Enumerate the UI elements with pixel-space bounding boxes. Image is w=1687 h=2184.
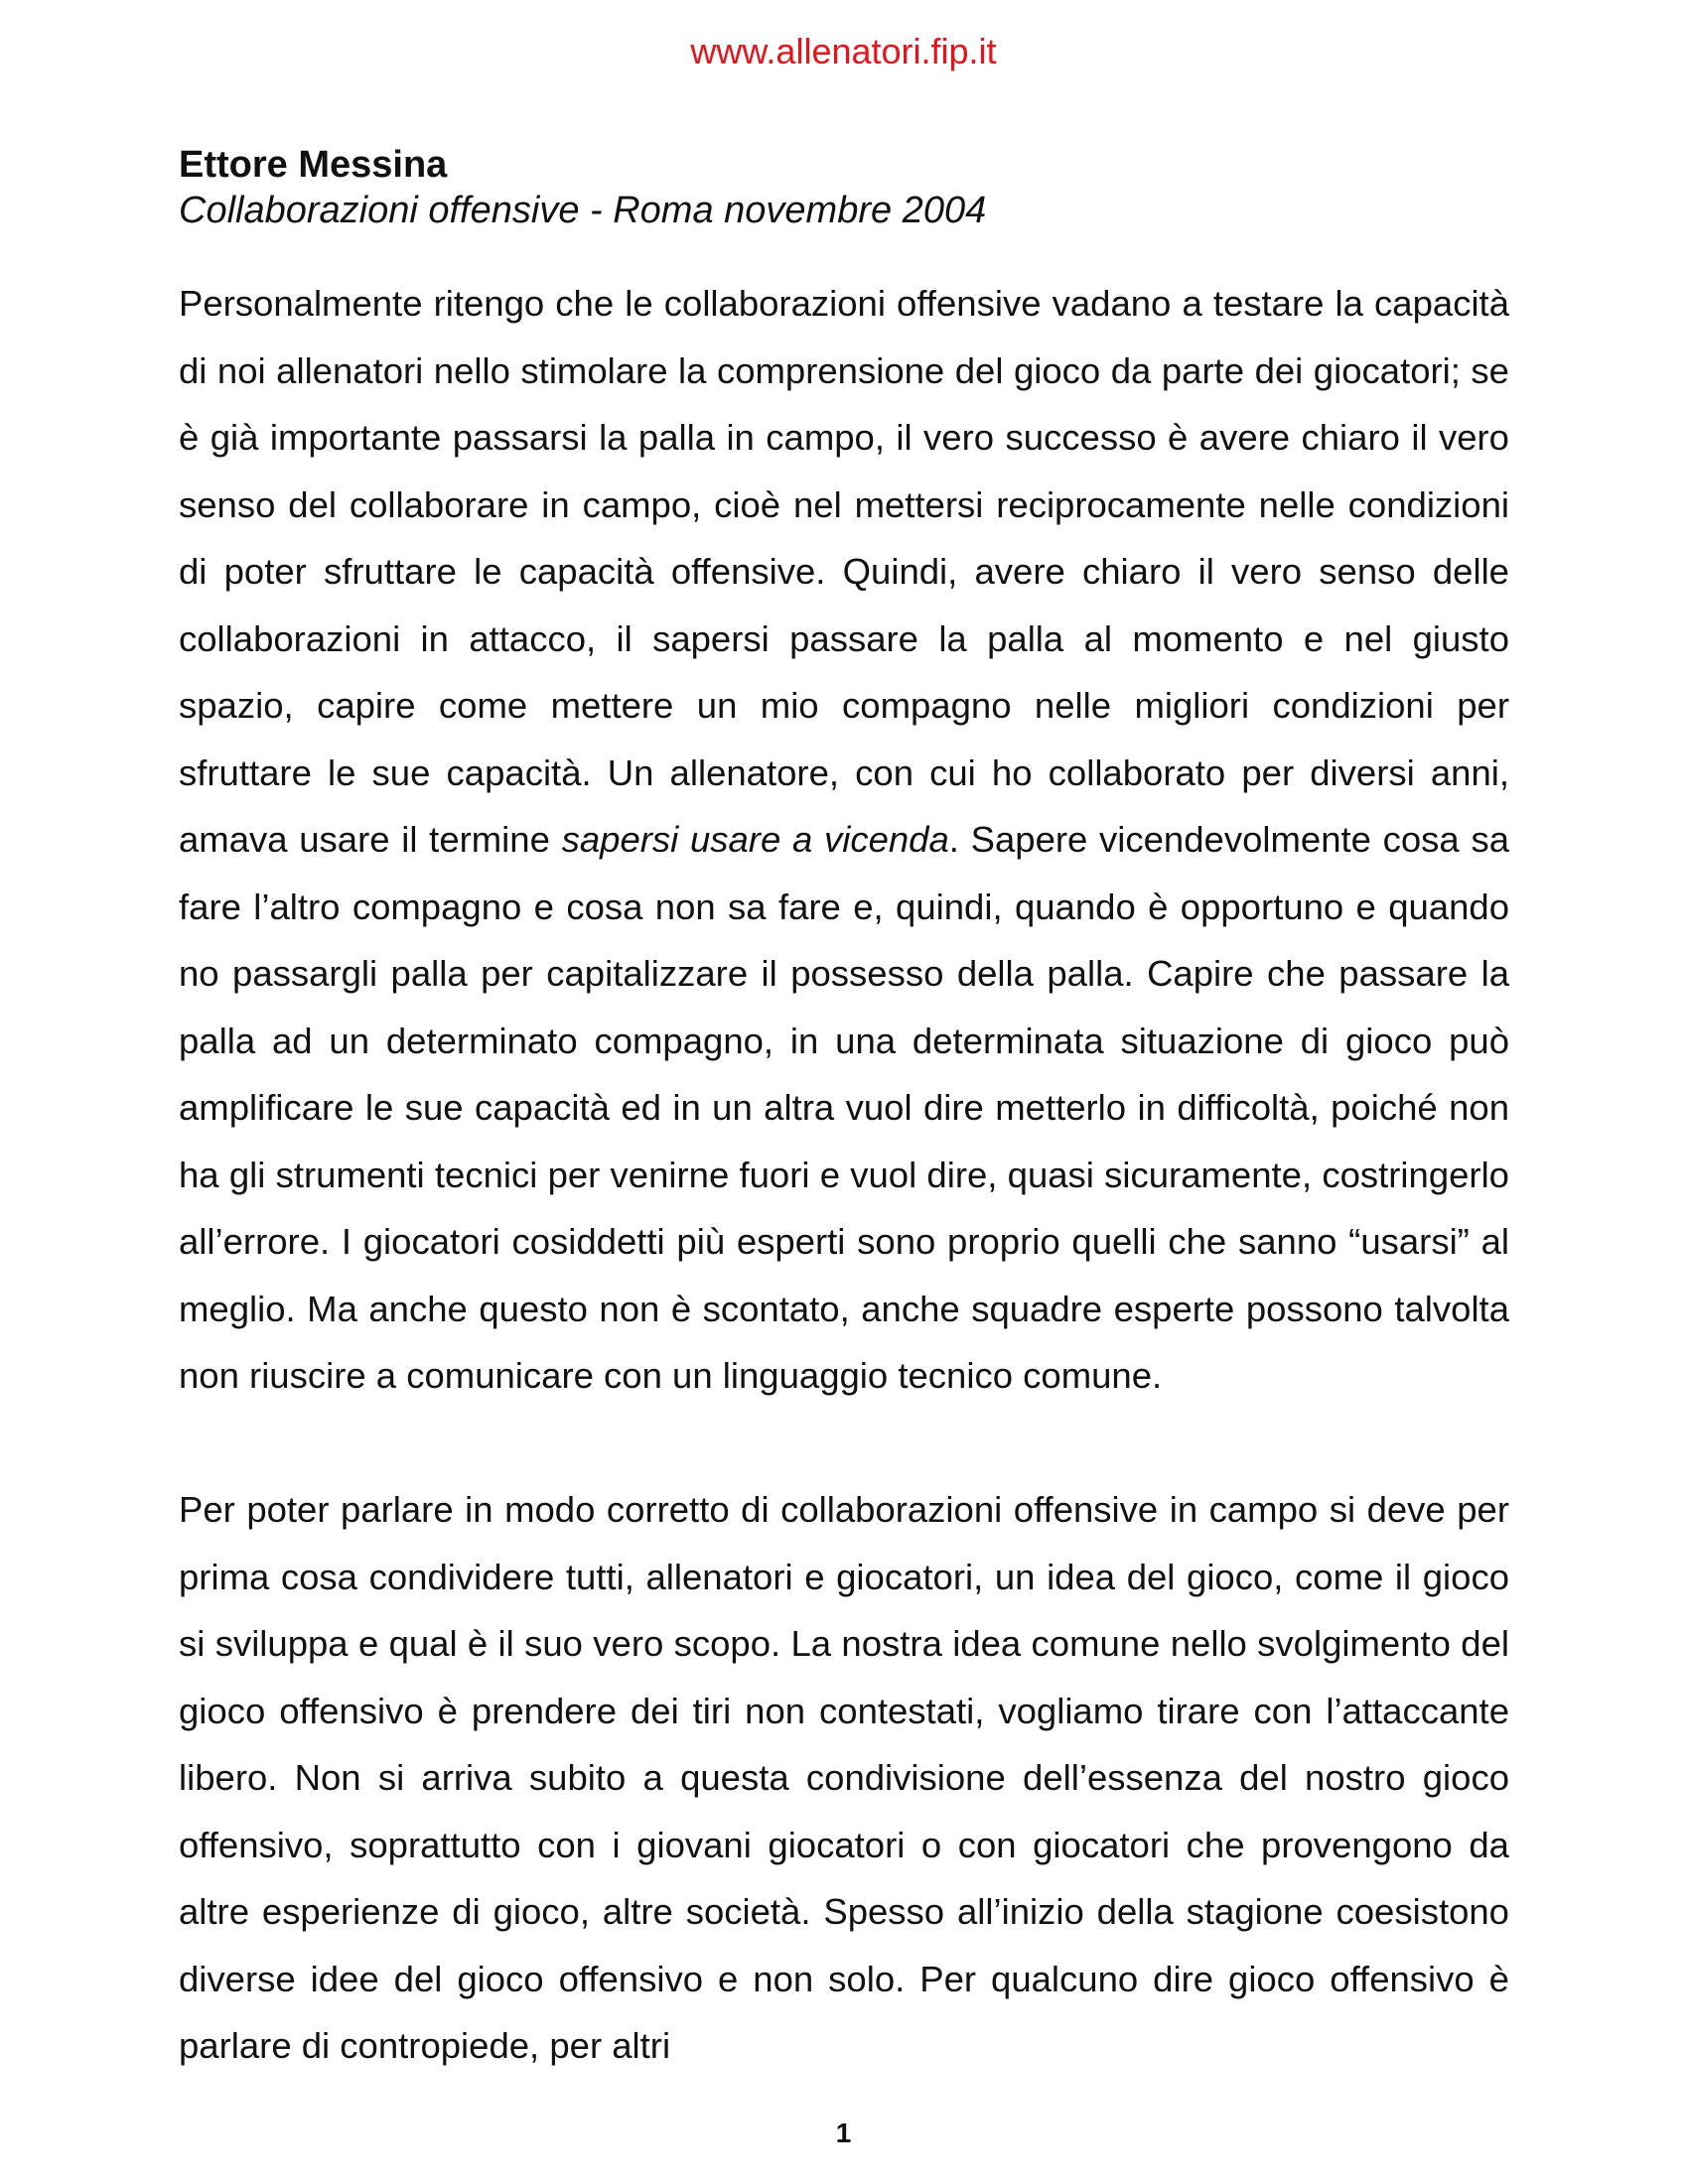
paragraph-2: Per poter parlare in modo corretto di collaborazioni offensive in campo si deve per prima cosa condividere tutti, allenatori e giocatori, un idea del gioco, come il gioco si sviluppa e qual è il suo vero scopo. La nostra idea comune nello svolgimento del gioco offensivo è prendere dei tiri non contestati, vogliamo tirare con l’attaccante libero. Non si arriva subito a questa condivisione dell’essenza del nostro gioco offensivo, soprattutto con i giovani giocatori o con giocatori che provengono da altre esperienze di gioco, altre società. Spesso all’inizio della stagione coesistono diverse idee del gioco offensivo e non solo. Per qualcuno dire gioco offensivo è parlare di contropiede, per altri [179, 1489, 1509, 2066]
paragraph-1-part-1: Personalmente ritengo che le collaborazioni offensive vadano a testare la capacità di noi allenatori nello stimolare la comprensione del gioco da parte dei giocatori; se è già importante passarsi la palla in campo, il vero successo è avere chiaro il vero senso del collaborare in campo, cioè nel mettersi reciprocamente nelle condizioni di poter sfruttare le capacità offensive. Quindi, avere chiaro il vero senso delle collaborazioni in attacco, il sapersi passare la palla al momento e nel giusto spazio, capire come mettere un mio compagno nelle migliori condizioni per sfruttare le sue capacità. Un allenatore, con cui ho collaborato per diversi anni, amava usare il termine [179, 283, 1509, 860]
paragraph-1-part-2: . Sapere vicendevolmente cosa sa fare l’altro compagno e cosa non sa fare e, quindi, quando è opportuno e quando no passargli palla per capitalizzare il possesso della palla. Capire che passare la palla ad un determinato compagno, in una determinata situazione di gioco può amplificare le sue capacità ed in un altra vuol dire metterlo in difficoltà, poiché non ha gli strumenti tecnici per venirne fuori e vuol dire, quasi sicuramente, costringerlo all’errore. I giocatori cosiddetti più esperti sono proprio quelli che sanno “usarsi” al meglio. Ma anche questo non è scontato, anche squadre esperte possono talvolta non riuscire a comunicare con un linguaggio tecnico comune. [179, 819, 1509, 1396]
site-url[interactable]: www.allenatori.fip.it [690, 31, 997, 71]
page-number: 1 [835, 2117, 852, 2148]
author-name: Ettore Messina [179, 144, 448, 186]
document-subtitle: Collaborazioni offensive - Roma novembre 2004 [179, 190, 987, 231]
body-text [179, 270, 1509, 2080]
document-header [179, 142, 1509, 233]
paragraph-1 [179, 270, 1509, 1410]
paragraph-1-italic-phrase: sapersi usare a vicenda [561, 819, 949, 860]
